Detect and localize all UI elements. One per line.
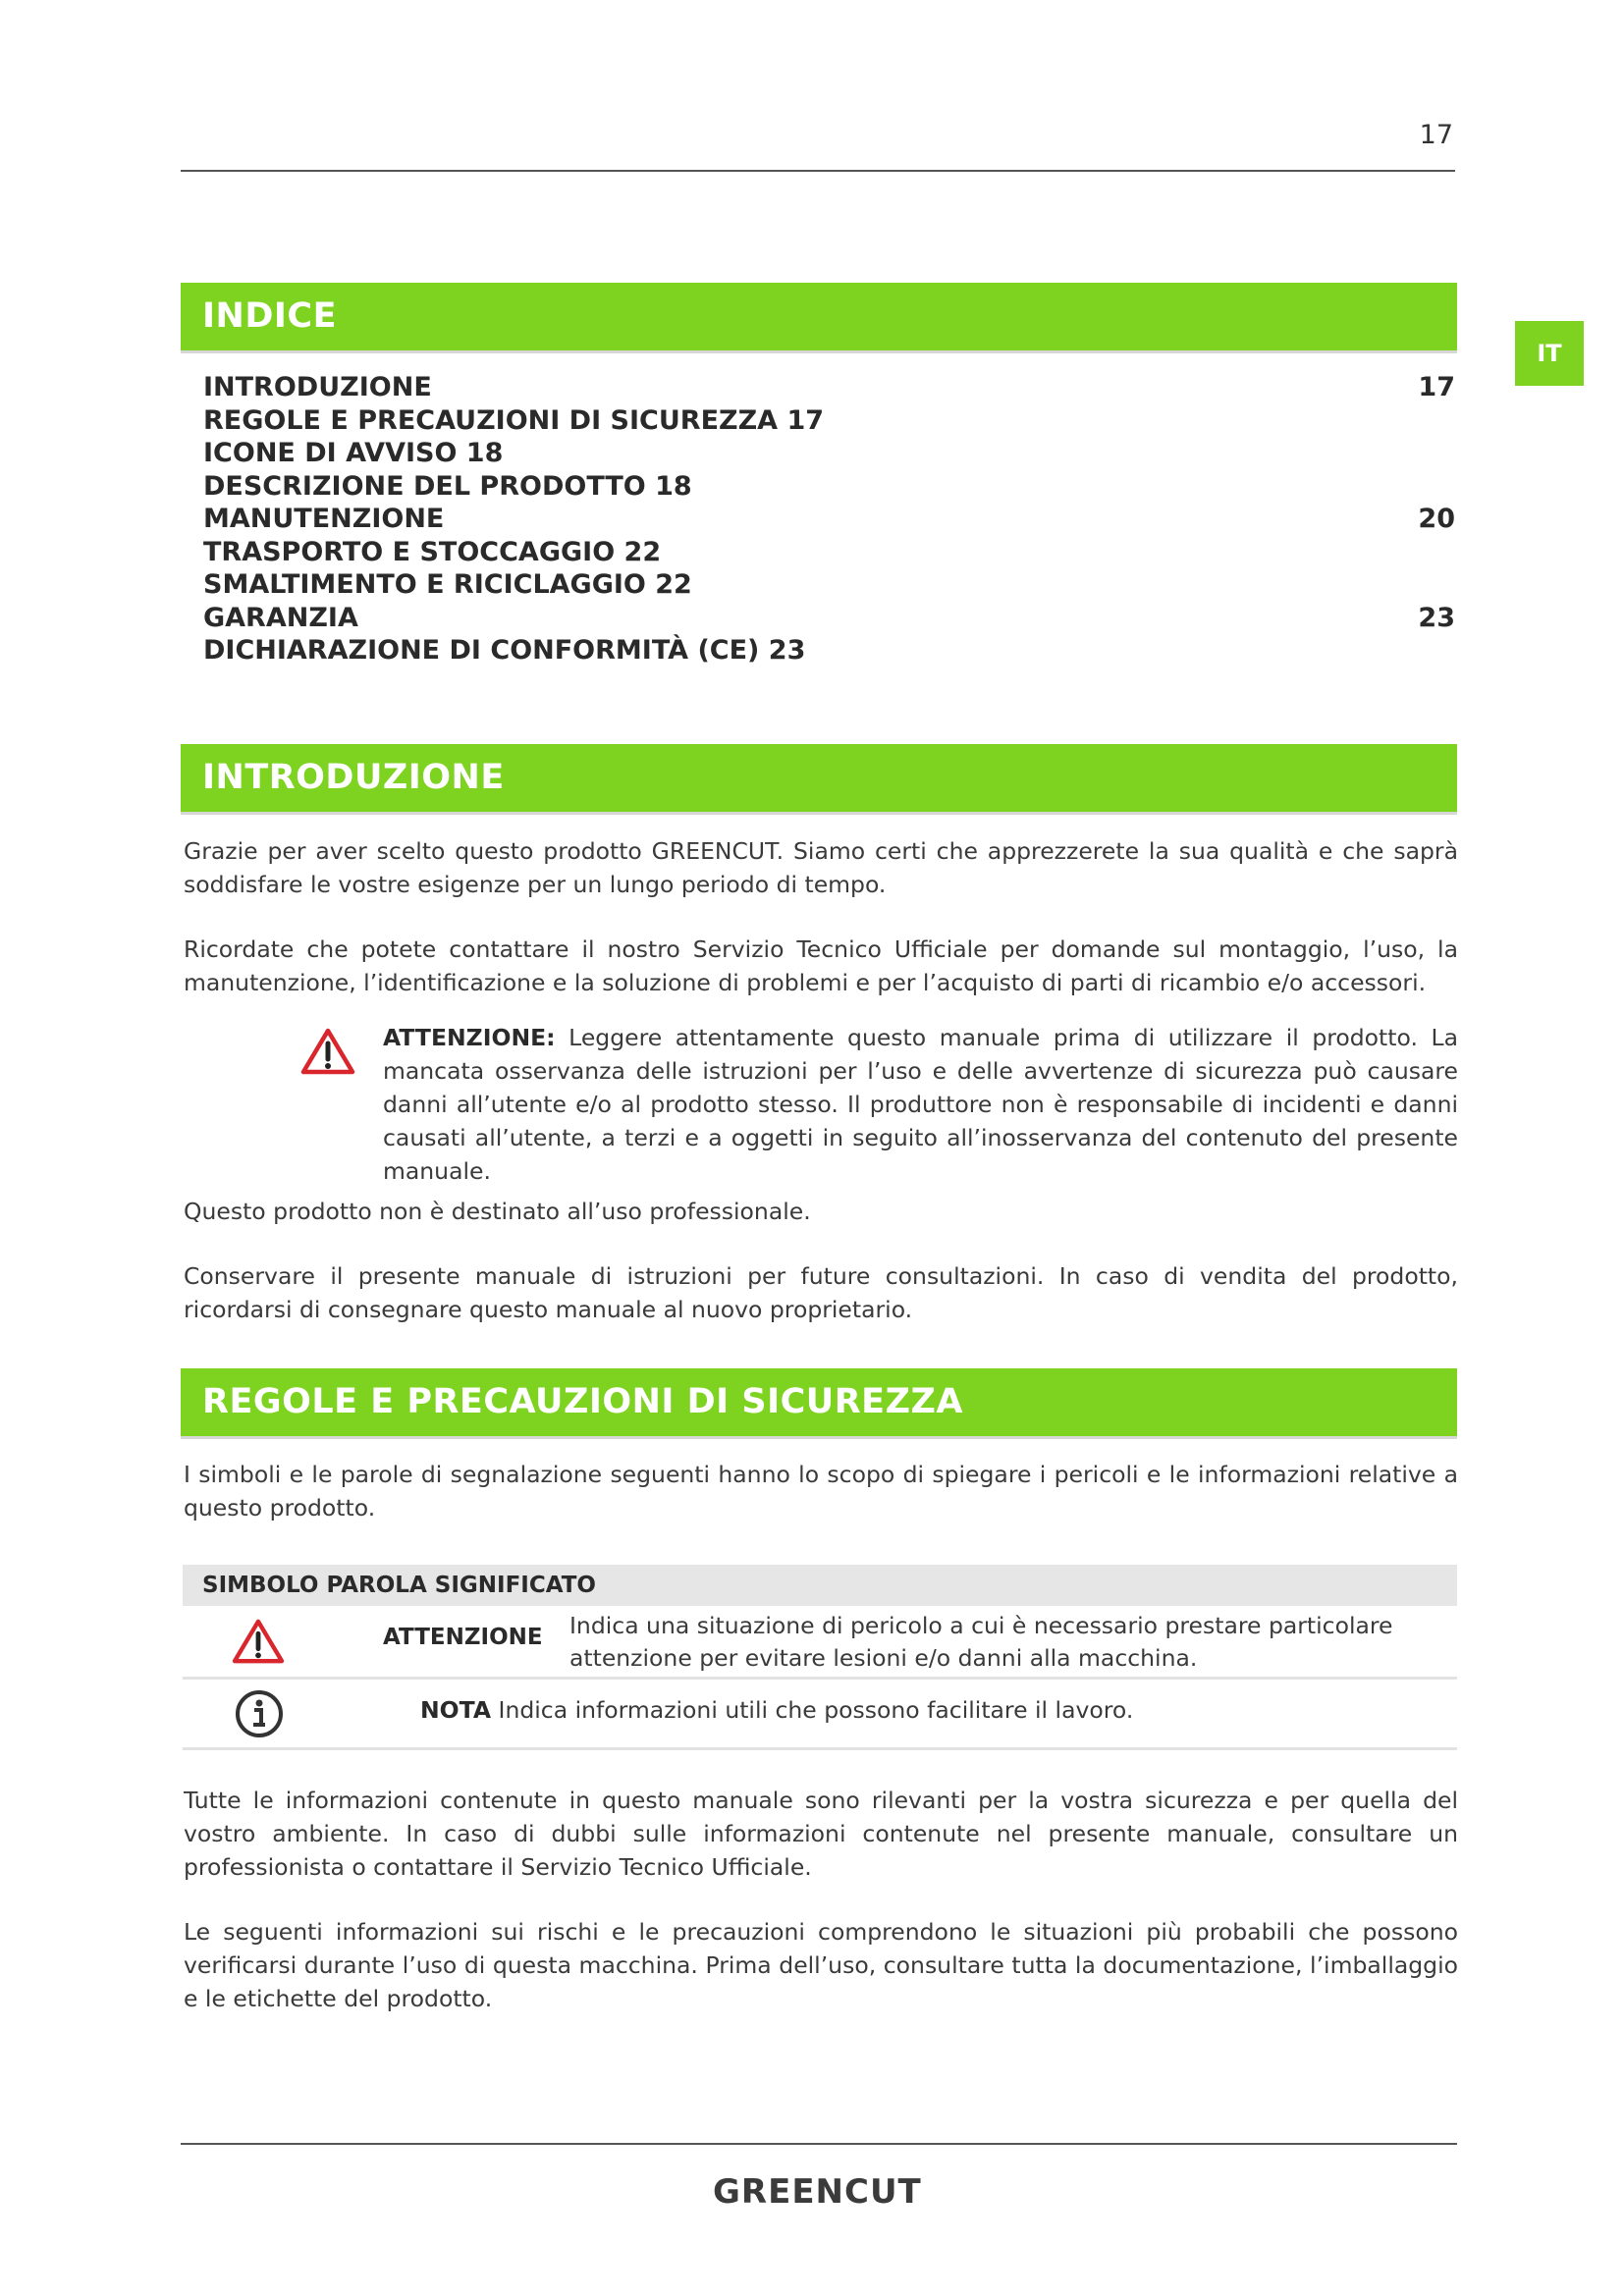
table-of-contents xyxy=(203,371,1455,667)
toc-page: 23 xyxy=(1418,602,1455,633)
toc-label: REGOLE E PRECAUZIONI DI SICUREZZA 17 xyxy=(203,404,825,436)
toc-label: MANUTENZIONE xyxy=(203,504,445,534)
table-row xyxy=(183,1606,1457,1680)
warning-text xyxy=(383,1021,1458,1188)
toc-entry[interactable] xyxy=(203,602,1455,635)
safety-paragraph: I simboli e le parole di segnalazione seguenti hanno lo scopo di spiegare i pericoli e le informazioni relative a questo prodotto. xyxy=(184,1461,1458,1522)
language-tab: IT xyxy=(1515,321,1584,386)
toc-page: 17 xyxy=(1418,372,1455,402)
intro-paragraph: Questo prodotto non è destinato all’uso professionale. xyxy=(184,1198,811,1225)
section-title: INDICE xyxy=(202,296,337,336)
toc-label: SMALTIMENTO E RICICLAGGIO 22 xyxy=(203,569,692,600)
warning-triangle-icon xyxy=(232,1618,285,1665)
table-row xyxy=(183,1680,1457,1750)
signal-line xyxy=(420,1696,1133,1724)
section-title: INTRODUZIONE xyxy=(202,758,505,797)
toc-entry[interactable] xyxy=(203,470,1455,504)
section-bar-introduzione xyxy=(181,744,1457,815)
greencut-logo: GREENCUT xyxy=(713,2172,922,2212)
signal-word: ATTENZIONE xyxy=(383,1625,543,1650)
toc-label: GARANZIA xyxy=(203,602,358,633)
section-bar-indice xyxy=(181,283,1457,353)
safety-paragraph: Le seguenti informazioni sui rischi e le precauzioni comprendono le situazioni più probabili che possono verificarsi durante l’uso di questa macchina. Prima dell’uso, consultare tutta la documentazione, l’imballaggio e le etichette del prodotto. xyxy=(184,1918,1458,2012)
intro-paragraph: Ricordate che potete contattare il nostro Servizio Tecnico Ufficiale per domande sul montaggio, l’uso, la manutenzione, l’identificazione e la soluzione di problemi e per l’acquisto di parti di ricambio e/o accessori. xyxy=(184,935,1458,996)
toc-entry[interactable] xyxy=(203,536,1455,569)
toc-entry[interactable] xyxy=(203,371,1455,404)
toc-entry[interactable] xyxy=(203,634,1455,667)
footer-rule xyxy=(181,2143,1457,2145)
toc-label: DICHIARAZIONE DI CONFORMITÀ (CE) 23 xyxy=(203,635,806,666)
toc-label: DESCRIZIONE DEL PRODOTTO 18 xyxy=(203,470,692,502)
toc-entry[interactable] xyxy=(203,437,1455,470)
toc-label: INTRODUZIONE xyxy=(203,372,432,402)
toc-page: 20 xyxy=(1418,504,1455,534)
toc-entry[interactable] xyxy=(203,503,1455,536)
warning-label: ATTENZIONE: xyxy=(383,1024,556,1051)
section-title: REGOLE E PRECAUZIONI DI SICUREZZA xyxy=(202,1382,963,1421)
toc-label: ICONE DI AVVISO 18 xyxy=(203,438,504,468)
signal-meaning: Indica informazioni utili che possono facilitare il lavoro. xyxy=(491,1696,1134,1724)
table-header: SIMBOLO PAROLA SIGNIFICATO xyxy=(183,1565,1457,1606)
header-rule xyxy=(181,170,1455,172)
warning-triangle-icon xyxy=(300,1027,355,1076)
toc-entry[interactable] xyxy=(203,404,1455,438)
intro-paragraph: Grazie per aver scelto questo prodotto GREENCUT. Siamo certi che apprezzerete la sua qualità e che saprà soddisfare le vostre esigenze per un lungo periodo di tempo. xyxy=(184,837,1458,898)
warning-body: Leggere attentamente questo manuale prima di utilizzare il prodotto. La mancata osservanza delle istruzioni per l’uso e delle avvertenze di sicurezza può causare danni all’utente e/o al prodotto stesso. Il produttore non è responsabile di incidenti e danni causati all’utente, a terzi e a oggetti in seguito all’inosservanza del contenuto del presente manuale. xyxy=(383,1024,1458,1185)
page-number: 17 xyxy=(1419,120,1453,150)
toc-entry[interactable] xyxy=(203,568,1455,602)
section-bar-regole xyxy=(181,1368,1457,1439)
intro-paragraph: Conservare il presente manuale di istruzioni per future consultazioni. In caso di vendita del prodotto, ricordarsi di consegnare questo manuale al nuovo proprietario. xyxy=(184,1262,1458,1323)
info-circle-icon xyxy=(234,1688,285,1739)
safety-paragraph: Tutte le informazioni contenute in questo manuale sono rilevanti per la vostra sicurezza e per quella del vostro ambiente. In caso di dubbi sulle informazioni contenute nel presente manuale, consultare un professionista o contattare il Servizio Tecnico Ufficiale. xyxy=(184,1787,1458,1881)
symbol-table xyxy=(183,1565,1457,1750)
signal-word: NOTA xyxy=(420,1696,492,1724)
signal-meaning: Indica una situazione di pericolo a cui è necessario prestare particolare attenzione per evitare lesioni e/o danni alla macchina. xyxy=(569,1612,1393,1672)
toc-label: TRASPORTO E STOCCAGGIO 22 xyxy=(203,536,662,567)
